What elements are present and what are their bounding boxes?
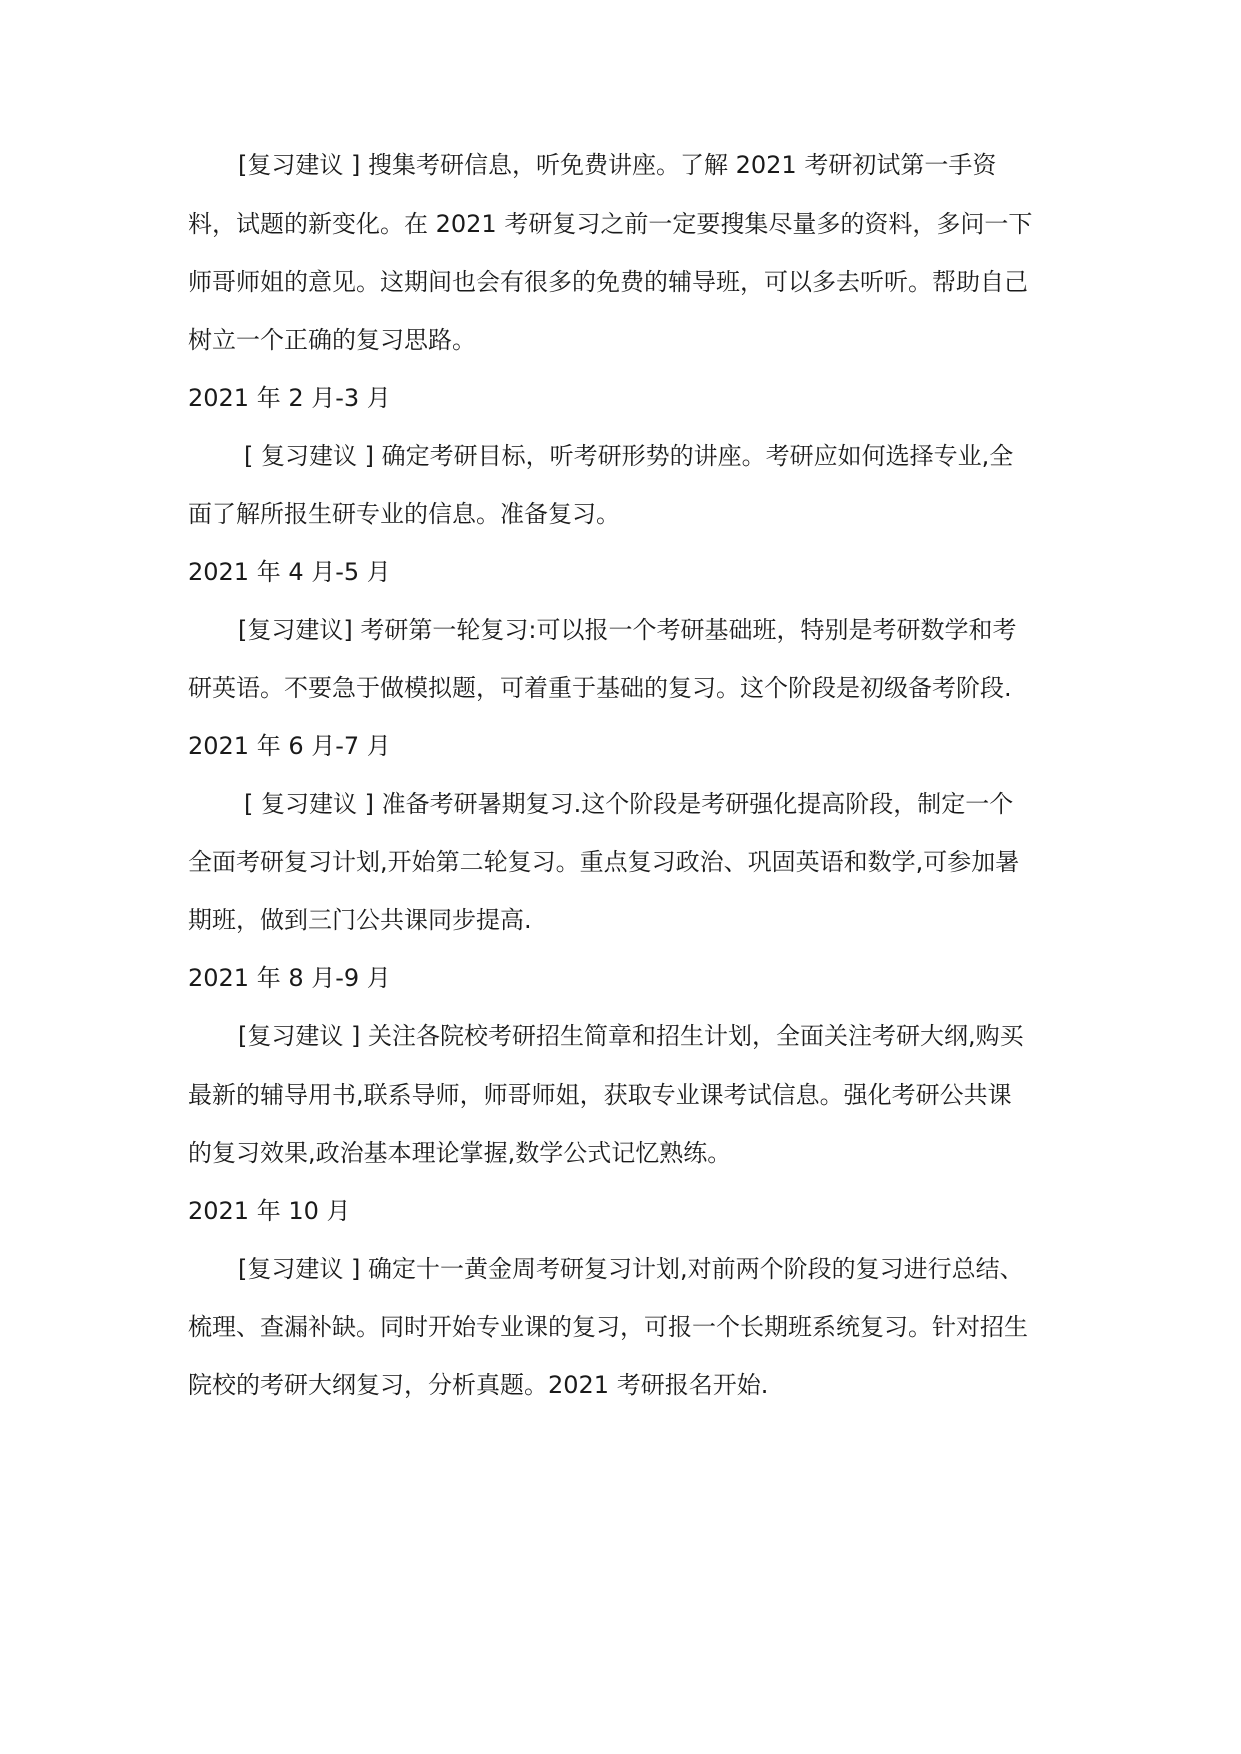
paragraph-line: [ 复习建议 ] 准备考研暑期复习.这个阶段是考研强化提高阶段，制定一个 [244, 790, 1014, 818]
paragraph-line: 期班，做到三门公共课同步提高. [188, 906, 532, 934]
paragraph-line: 料，试题的新变化。在 2021 考研复习之前一定要搜集尽量多的资料，多问一下 [188, 210, 1033, 238]
paragraph-line: 树立一个正确的复习思路。 [188, 326, 476, 354]
paragraph-line: [复习建议] 考研第一轮复习:可以报一个考研基础班，特别是考研数学和考 [238, 616, 1017, 644]
paragraph-line: 梳理、查漏补缺。同时开始专业课的复习，可报一个长期班系统复习。针对招生 [188, 1313, 1028, 1341]
paragraph-line: [复习建议 ] 确定十一黄金周考研复习计划,对前两个阶段的复习进行总结、 [238, 1255, 1024, 1283]
paragraph-line: [复习建议 ] 搜集考研信息，听免费讲座。了解 2021 考研初试第一手资 [238, 151, 997, 179]
paragraph-line: 的复习效果,政治基本理论掌握,数学公式记忆熟练。 [188, 1139, 732, 1167]
paragraph-line: 研英语。不要急于做模拟题，可着重于基础的复习。这个阶段是初级备考阶段. [188, 674, 1012, 702]
section-heading: 2021 年 4 月-5 月 [188, 558, 391, 586]
paragraph-line: 最新的辅导用书,联系导师，师哥师姐，获取专业课考试信息。强化考研公共课 [188, 1081, 1012, 1109]
section-heading: 2021 年 8 月-9 月 [188, 964, 391, 992]
paragraph-line: 面了解所报生研专业的信息。准备复习。 [188, 500, 620, 528]
section-heading: 2021 年 10 月 [188, 1197, 351, 1225]
paragraph-line: 全面考研复习计划,开始第二轮复习。重点复习政治、巩固英语和数学,可参加暑 [188, 848, 1020, 876]
paragraph-line: [复习建议 ] 关注各院校考研招生简章和招生计划，全面关注考研大纲,购买 [238, 1022, 1024, 1050]
paragraph-line: [ 复习建议 ] 确定考研目标，听考研形势的讲座。考研应如何选择专业,全 [244, 442, 1014, 470]
paragraph-line: 院校的考研大纲复习，分析真题。2021 考研报名开始. [188, 1371, 769, 1399]
paragraph-line: 师哥师姐的意见。这期间也会有很多的免费的辅导班，可以多去听听。帮助自己 [188, 268, 1028, 296]
section-heading: 2021 年 6 月-7 月 [188, 732, 391, 760]
section-heading: 2021 年 2 月-3 月 [188, 384, 391, 412]
